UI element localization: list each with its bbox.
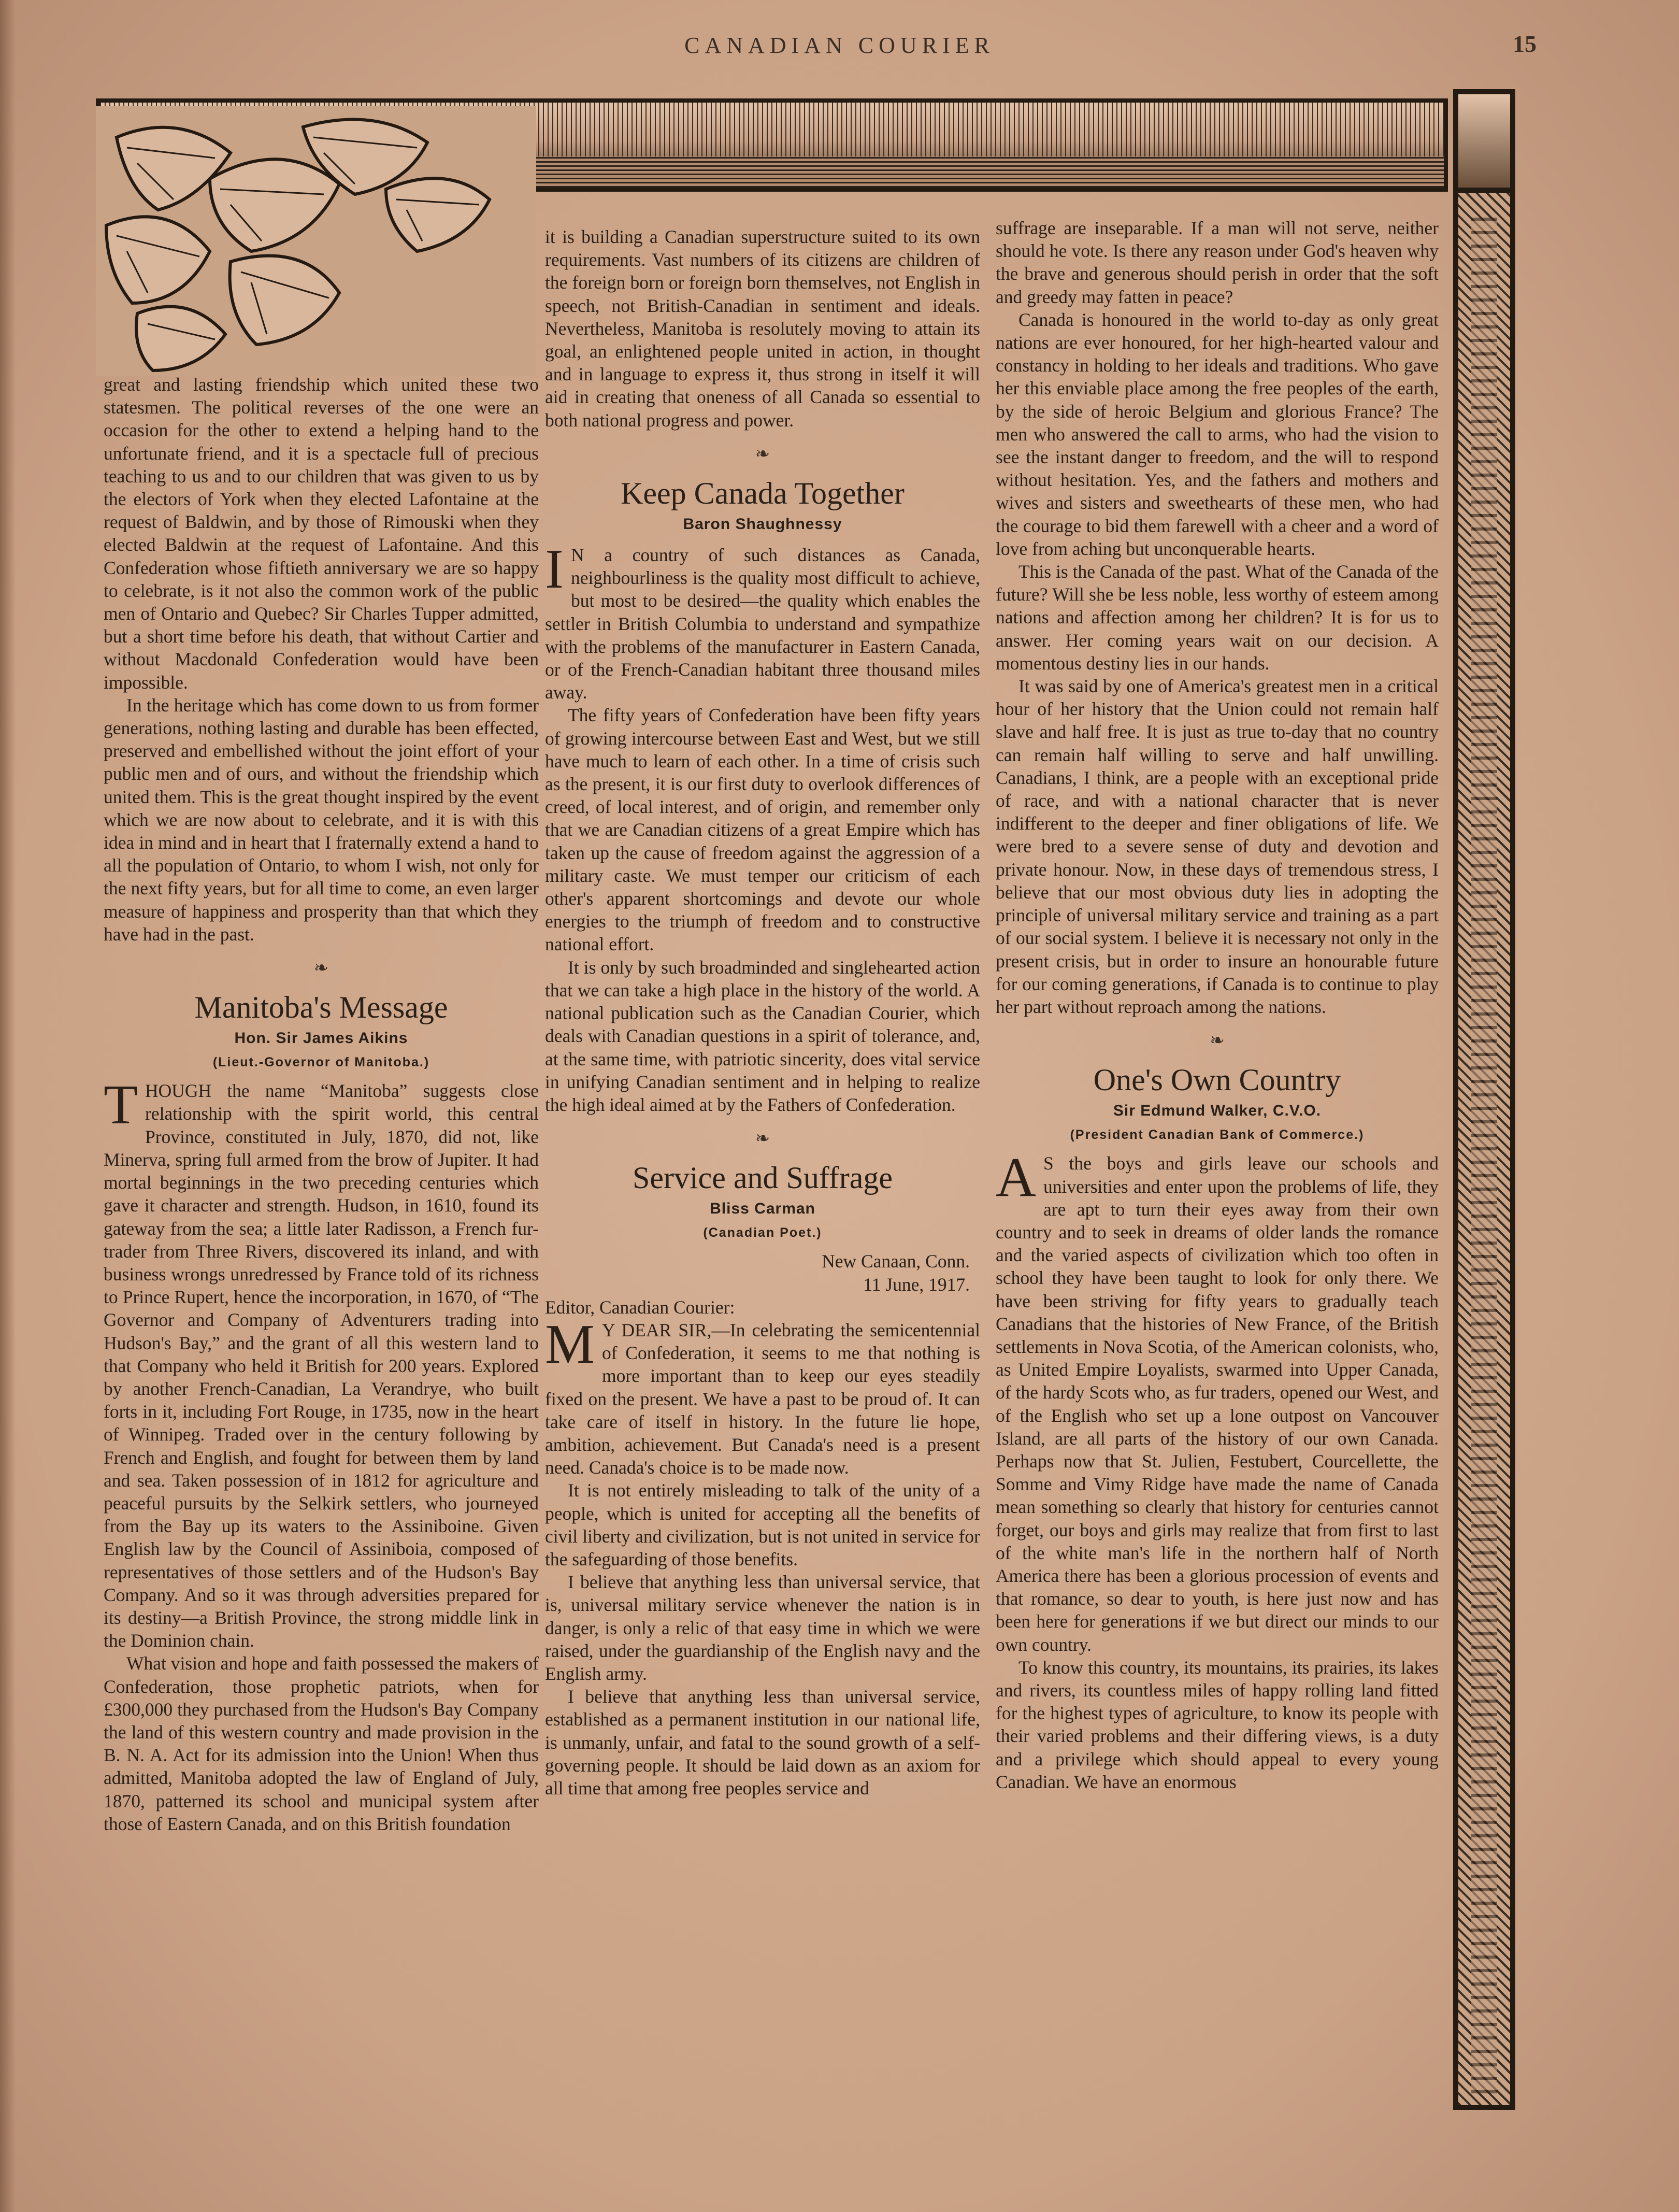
letter-dateline — [545, 1250, 980, 1295]
paragraph-text: Y DEAR SIR,—In celebrating the semicentennial of Confederation, it seems to me that nothing is more important than to keep our eyes steadily fixed on the present. We have a past to be proud of. It can take care of itself in history. In the future lie hope, ambition, achievement. But Canada's need is a present need. Canada's choice is to be made now. — [545, 1319, 980, 1478]
section-ornament: ❧ — [1210, 1031, 1225, 1051]
paragraph — [104, 1074, 539, 1652]
article-author-role: (Canadian Poet.) — [703, 1225, 822, 1240]
paragraph: Canada is honoured in the world to-day as only great nations are ever honoured, for her high-hearted valour and constancy in holding to her ideals and traditions. Who gave her this enviable place among the free peoples of the earth, by the side of heroic Belgium and glorious France? The men who answered the call to arms, who had the vision to see the instant danger to freedom, and the will to respond without hesitation. Yes, and the fathers and mothers and wives and sisters and sweethearts of these men, who had the courage to bid them farewell with a cheer and a word of love from aching but unconquerable hearts. — [996, 309, 1439, 559]
section-ornament: ❧ — [755, 1129, 770, 1149]
article-author: Sir Edmund Walker, C.V.O. — [1113, 1102, 1322, 1120]
side-border-top-panel — [1453, 89, 1515, 193]
article-author-role: (Lieut.-Governor of Manitoba.) — [212, 1055, 430, 1070]
paragraph: In the heritage which has come down to us from former generations, nothing lasting and durable has been effected, preserved and embellished without the joint effort of your public men and of ours, and without the friendship which united them. This is the great thought inspired by the event which we are now about to celebrate, and it is with this idea in mind and in heart that I fraternally extend a hand to all the population of Ontario, to whom I wish, not only for the next fifty years, but for all time to come, an even larger measure of happiness and prosperity than that which they have had in the past. — [104, 694, 539, 945]
paragraph: I believe that anything less than universal service, that is, universal military service whenever the nation is in danger, is only a relic of that easy time in which we were raised, under the guardianship of the English navy and the English army. — [545, 1572, 980, 1684]
drop-cap: M — [545, 1313, 595, 1375]
article-title-service: Service and Suffrage — [632, 1161, 893, 1195]
dateline-date: 11 June, 1917. — [863, 1274, 970, 1295]
section-ornament: ❧ — [313, 959, 329, 978]
article-author: Hon. Sir James Aikins — [234, 1030, 408, 1047]
dateline-place: New Canaan, Conn. — [822, 1251, 970, 1272]
column-3 — [996, 217, 1439, 1793]
paragraph-text: N a country of such distances as Canada, neighbourliness is the quality most difficult to achieve, but most to be desired—the quality which enables the settler in British Columbia to understand and sympathize with the problems of the manufacturer in Eastern Canada, or of the French-Canadian habitant three thousand miles away. — [545, 545, 980, 703]
paragraph — [996, 1147, 1439, 1656]
paragraph-text: HOUGH the name “Manitoba” suggests close relationship with the spirit world, this central Province, constituted in July, 1870, did not, like Minerva, spring full armed from the brow of Jupiter. It had mortal beginnings in the two preceding centuries which gave it character and strength. Hudson, in 1610, found its gateway from the sea; a little later Radisson, a French fur-trader from Three Rivers, discovered its inland, and with business wrongs unredressed by France told of its richness to Prince Rupert, hence the incorporation, in 1670, of “The Governor and Company of Adventurers trading into Hudson's Bay,” and the grant of all this western land to that Company who held it British for 200 years. Explored by another French-Canadian, La Verandrye, who built forts in it, including Fort Rouge, in 1735, now in the heart of Winnipeg. Traded over in the century following by French and English, and fought for between them by land and sea. Taken possession of in 1812 for agriculture and peaceful pursuits by the Selkirk settlers, who journeyed from the Bay up its waters to the Assiniboine. Given English law by the Council of Assiniboia, composed of representatives of those settlers and of the Hudson's Bay Company. And so it was through adversities prepared for its destiny—a British Province, the strong middle link in the Dominion chain. — [104, 1080, 539, 1651]
article-author: Bliss Carman — [710, 1200, 815, 1218]
paragraph: It is not entirely misleading to talk of the unity of a people, which is united for accepting all the benefits of civil liberty and civilization, but is not united in service for the safeguarding of those benefits. — [545, 1480, 980, 1569]
paragraph: The fifty years of Confederation have been fifty years of growing intercourse between East and West, but we still have much to learn of each other. In a time of crisis such as the present, it is our first duty to overlook differences of creed, of local interest, and of origin, and remember only that we are Canadian citizens of a great Empire which has taken up the cause of freedom against the aggression of a military caste. We must temper our criticism of each other's apparent shortcomings and devote our whole energies to the triumph of freedom and to constructive national effort. — [545, 705, 980, 955]
letter-salutation: Editor, Canadian Courier: — [545, 1296, 735, 1318]
maple-leaves-illustration — [96, 106, 536, 376]
drop-cap: T — [104, 1074, 138, 1136]
paragraph: It was said by one of America's greatest men in a critical hour of her history that the Union could not remain half slave and half free. It is just as true to-day that no country can remain half willing to serve and half unwilling. Canadians, I think, are a people with an exceptional pride of race, and with a national character that is never indifferent to the deeper and finer obligations of life. We were bred to a severe sense of duty and devotion and private honour. Now, in these days of tremendous stress, I believe that our most obvious duty lies in adopting the principle of universal military service and training as a part of our social system. I believe it is necessary not only in the present crisis, but in order to insure an honourable future for our coming generations, if Canada is to continue to play her part without reproach among the nations. — [996, 676, 1439, 1017]
paragraph: It is only by such broadminded and singlehearted action that we can take a high place in the history of the world. A national publication such as the Canadian Courier, which deals with Canadian questions in a spirit of tolerance, and, at the same time, with patriotic sincerity, does vital service in unifying Canadian sentiment and in helping to realize the high ideal aimed at by the Fathers of Confederation. — [545, 957, 980, 1115]
drop-cap: I — [545, 538, 564, 601]
paragraph-text: S the boys and girls leave our schools and universities and enter upon the problems of life, they are apt to turn their eyes away from their own country and to seek in dreams of older lands the romance and the varied aspects of civilization which too often in school they have been taught to look for only there. We have been striving for fifty years to gradually teach Canadians that the histories of New France, of the British settlements in Nova Scotia, of the American colonists, who, as United Empire Loyalists, swarmed into Upper Canada, of the hardy Scots who, as fur traders, opened our West, and of the English who set up a lone outpost on Vancouver Island, are all parts of the history of our own Canada. Perhaps now that St. Julien, Festubert, Courcellette, the Somme and Vimy Ridge have made the name of Canada mean something so clearly that history for centuries cannot forget, our boys and girls may realize that from first to last of the white man's life in the northern half of North America there has been a glorious procession of events and that romance, so dear to youth, is here just now and has been here for generations if we but direct our minds to our own country. — [996, 1153, 1439, 1655]
masthead: CANADIAN COURIER — [684, 33, 995, 58]
article-author: Baron Shaughnessy — [683, 516, 842, 533]
page-number: 15 — [1513, 31, 1537, 57]
article-author-role: (President Canadian Bank of Commerce.) — [1070, 1128, 1365, 1143]
paragraph: I believe that anything less than universal service, established as a permanent institution in our national life, is unmanly, unfair, and fatal to the sound growth of a self-governing people. It should be laid down as an axiom for all time that among free peoples service and — [545, 1686, 980, 1799]
side-border-figures — [1471, 218, 1497, 2093]
paragraph: it is building a Canadian superstructure suited to its own requirements. Vast numbers of its citizens are children of the foreign born or foreign born themselves, not English in speech, not British-Canadian in sentiment and ideals. Nevertheless, Manitoba is resolutely moving to attain its goal, an enlightened people united in action, in thought and in language to express it, thus strong in itself it will aid in creating that oneness of all Canada so essential to both national progress and power. — [545, 226, 980, 431]
column-1 — [104, 373, 539, 1835]
paragraph: great and lasting friendship which united these two statesmen. The political reverses of the one were an occasion for the other to extend a helping hand to the unfortunate friend, and it is a spectacle full of precious teaching to us and to our children that was given to us by the electors of York when they elected Lafontaine at the request of Baldwin, and by those of Rimouski when they elected Baldwin at the request of Lafontaine. And this Confederation whose fiftieth anniversary we are so happy to celebrate, is it not also the common work of the public men of Ontario and Quebec? Sir Charles Tupper admitted, but a short time before his death, that without Cartier and without Macdonald Confederation would have been impossible. — [104, 374, 539, 693]
article-title-manitoba: Manitoba's Message — [194, 990, 448, 1025]
article-title-keep-canada: Keep Canada Together — [621, 476, 905, 511]
paragraph: To know this country, its mountains, its prairies, its lakes and rivers, its countless miles of happy rolling land fitted for the highest types of agriculture, to know its people with their varied problems and their differing views, is a duty and a privilege which should appeal to every young Canadian. We have an enormous — [996, 1657, 1439, 1792]
section-ornament: ❧ — [755, 444, 770, 464]
drop-cap: A — [996, 1147, 1036, 1209]
article-title-own-country: One's Own Country — [1093, 1063, 1341, 1097]
column-2 — [545, 225, 980, 1800]
paragraph — [545, 538, 980, 704]
paragraph — [545, 1313, 980, 1479]
paragraph: What vision and hope and faith possessed the makers of Confederation, those prophetic patriots, when for £300,000 they purchased from the Hudson's Bay Company the land of this western country and made provision in the B. N. A. Act for its admission into the Union! When thus admitted, Manitoba adopted the law of England of July, 1870, patterned its school and municipal system after those of Eastern Canada, and on this British foundation — [104, 1653, 539, 1834]
page-fold-shadow — [0, 0, 16, 2212]
paragraph: suffrage are inseparable. If a man will not serve, neither should he vote. Is there any reason under God's heaven why the brave and generous should perish in order that the soft and greedy may fatten in peace? — [996, 218, 1439, 307]
paragraph: This is the Canada of the past. What of the Canada of the future? Will she be less noble, less worthy of esteem among nations and affection among her children? It is for us to answer. Her coming years wait on our decision. A momentous destiny lies in our hands. — [996, 561, 1439, 674]
